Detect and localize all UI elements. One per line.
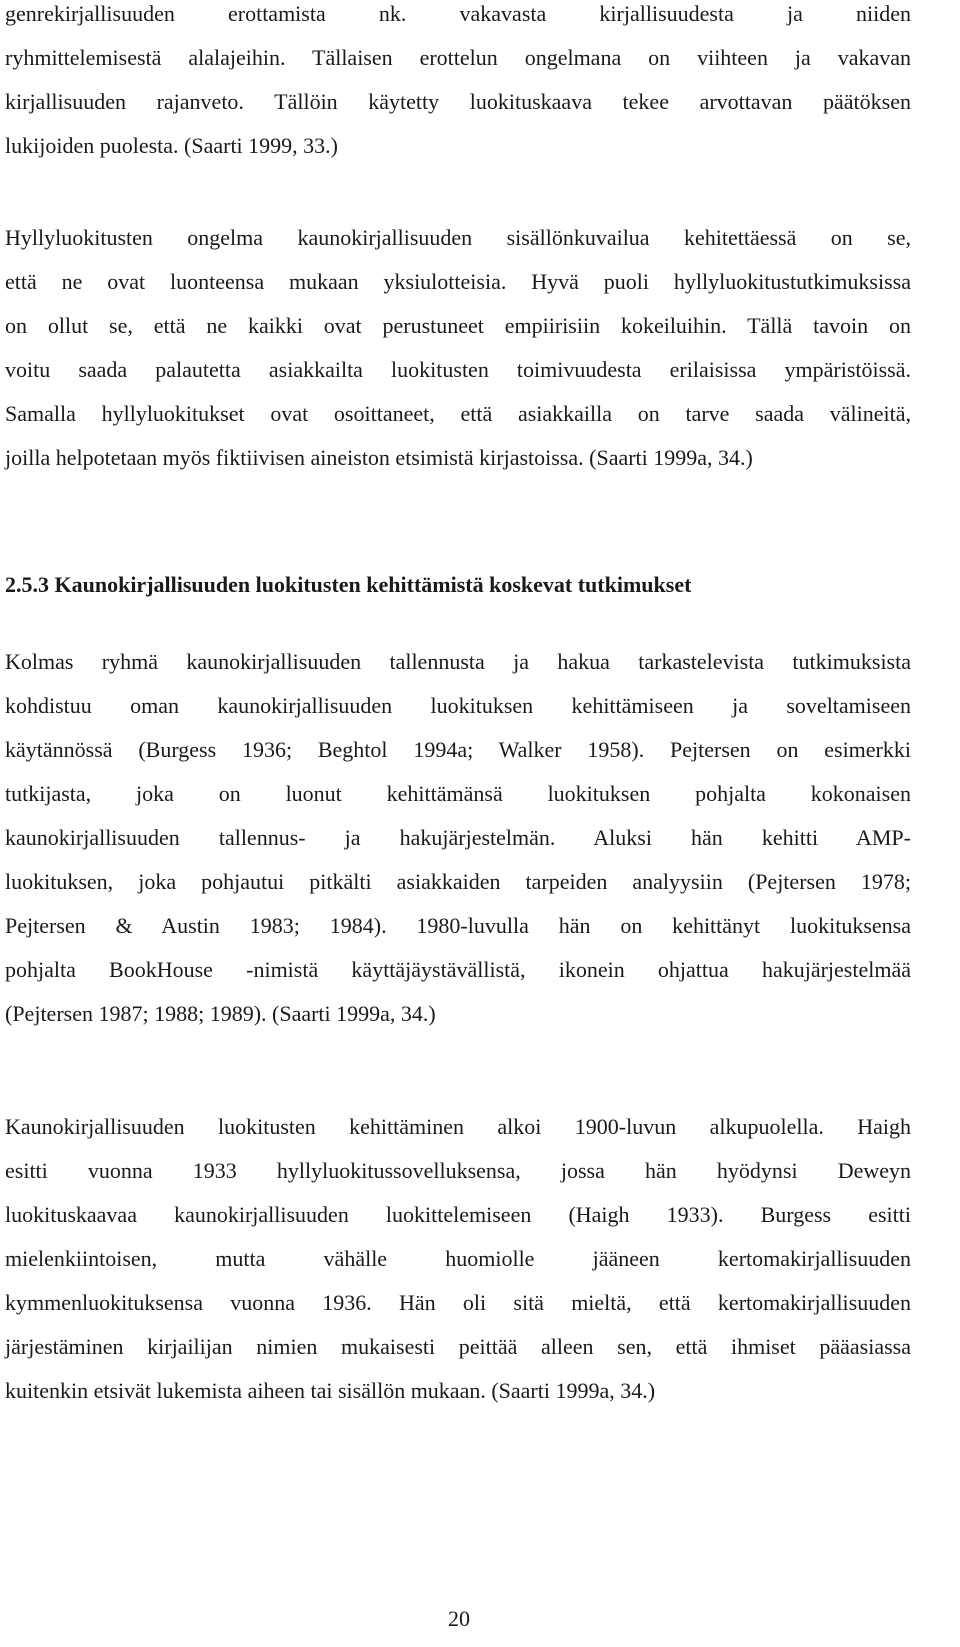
paragraph [5,0,911,168]
text-line: kohdistuu oman kaunokirjallisuuden luokituksen kehittämiseen ja soveltamiseen [5,693,911,718]
section-heading: 2.5.3 Kaunokirjallisuuden luokitusten kehittämistä koskevat tutkimukset [5,572,692,597]
page-number: 20 [448,1606,470,1631]
text-line: Kaunokirjallisuuden luokitusten kehittäminen alkoi 1900-luvun alkupuolella. Haigh [5,1114,911,1139]
text-line: Kolmas ryhmä kaunokirjallisuuden tallennusta ja hakua tarkastelevista tutkimuksista [5,649,911,674]
text-line: Pejtersen & Austin 1983; 1984). 1980-luvulla hän on kehittänyt luokituksensa [5,913,911,938]
text-line: joilla helpotetaan myös fiktiivisen aineiston etsimistä kirjastoissa. (Saarti 1999a, 34.) [5,445,753,470]
text-line: tutkijasta, joka on luonut kehittämänsä luokituksen pohjalta kokonaisen [5,781,911,806]
text-line: kirjallisuuden rajanveto. Tällöin käytetty luokituskaava tekee arvottavan päätöksen [5,89,911,114]
text-line: että ne ovat luonteensa mukaan yksiulotteisia. Hyvä puoli hyllyluokitustutkimuksissa [5,269,911,294]
paragraph [5,1105,911,1413]
text-line: kymmenluokituksensa vuonna 1936. Hän oli sitä mieltä, että kertomakirjallisuuden [5,1290,911,1315]
text-line: ryhmittelemisestä alalajeihin. Tällaisen erottelun ongelmana on viihteen ja vakavan [5,45,911,70]
text-line: pohjalta BookHouse -nimistä käyttäjäystävällistä, ikonein ohjattua hakujärjestelmää [5,957,911,982]
paragraph [5,216,911,480]
text-line: kuitenkin etsivät lukemista aiheen tai sisällön mukaan. (Saarti 1999a, 34.) [5,1378,656,1403]
text-line: esitti vuonna 1933 hyllyluokitussovelluksensa, jossa hän hyödynsi Deweyn [5,1158,911,1183]
text-line: Samalla hyllyluokitukset ovat osoittaneet, että asiakkailla on tarve saada välineitä, [5,401,911,426]
text-line: luokituskaavaa kaunokirjallisuuden luokittelemiseen (Haigh 1933). Burgess esitti [5,1202,911,1227]
text-line: luokituksen, joka pohjautui pitkälti asiakkaiden tarpeiden analyysiin (Pejtersen 1978; [5,869,911,894]
text-line: on ollut se, että ne kaikki ovat perustuneet empiirisiin kokeiluihin. Tällä tavoin on [5,313,911,338]
text-line: kaunokirjallisuuden tallennus- ja hakujärjestelmän. Aluksi hän kehitti AMP- [5,825,911,850]
text-line: genrekirjallisuuden erottamista nk. vakavasta kirjallisuudesta ja niiden [5,1,911,26]
text-line: (Pejtersen 1987; 1988; 1989). (Saarti 1999a, 34.) [5,1001,436,1026]
text-line: lukijoiden puolesta. (Saarti 1999, 33.) [5,133,338,158]
text-line: käytännössä (Burgess 1936; Beghtol 1994a; Walker 1958). Pejtersen on esimerkki [5,737,911,762]
paragraph [5,640,911,1036]
text-line: järjestäminen kirjailijan nimien mukaisesti peittää alleen sen, että ihmiset pääasiassa [5,1334,911,1359]
text-line: mielenkiintoisen, mutta vähälle huomiolle jääneen kertomakirjallisuuden [5,1246,911,1271]
text-line: voitu saada palautetta asiakkailta luokitusten toimivuudesta erilaisissa ympäristöissä. [5,357,911,382]
text-line: Hyllyluokitusten ongelma kaunokirjallisuuden sisällönkuvailua kehitettäessä on se, [5,225,911,250]
